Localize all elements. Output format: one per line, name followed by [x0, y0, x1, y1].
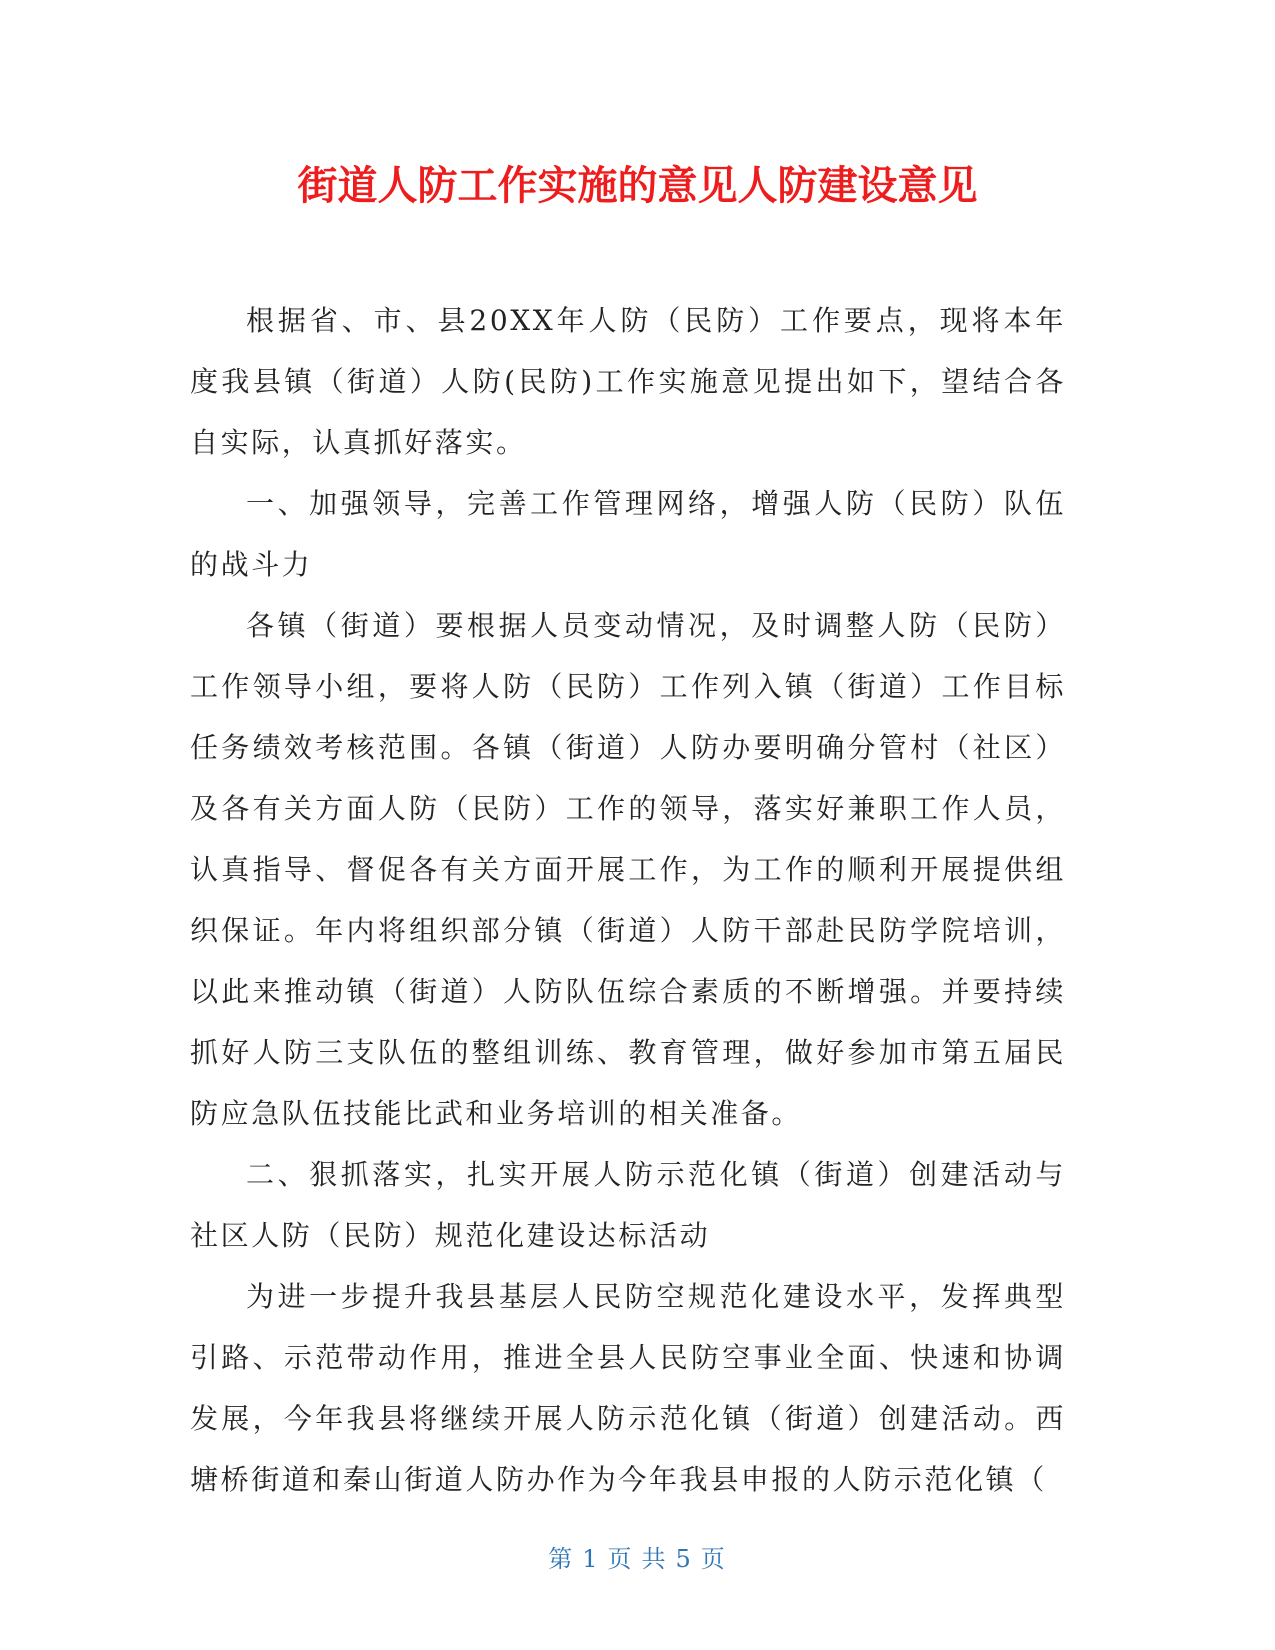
footer-label-gong: 共: [641, 1545, 668, 1573]
section-heading-1: 一、加强领导，完善工作管理网络，增强人防（民防）队伍的战斗力: [190, 487, 1066, 581]
footer-label-di: 第: [548, 1545, 575, 1573]
paragraph-section-2: 为进一步提升我县基层人民防空规范化建设水平，发挥典型引路、示范带动作用，推进全县人民防空事业全面、快速和协调发展，今年我县将继续开展人防示范化镇（街道）创建活动。西塘桥街道和秦山街道人防办作为今年我县申报的人防示范化镇（: [190, 1280, 1066, 1496]
footer-current-page: 1: [582, 1545, 600, 1573]
paragraph-intro: 根据省、市、县20XX年人防（民防）工作要点，现将本年度我县镇（街道）人防(民防)工作实施意见提出如下，望结合各自实际，认真抓好落实。: [190, 304, 1066, 459]
footer-label-ye-end: 页: [700, 1545, 727, 1573]
document-title: 街道人防工作实施的意见人防建设意见: [297, 163, 978, 209]
document-body: [190, 290, 1066, 1510]
section-heading-2: 二、狠抓落实，扎实开展人防示范化镇（街道）创建活动与社区人防（民防）规范化建设达标活动: [190, 1158, 1066, 1252]
page-footer: [0, 1542, 1275, 1576]
footer-total-pages: 5: [675, 1545, 693, 1573]
footer-label-ye: 页: [607, 1545, 634, 1573]
paragraph-section-1: 各镇（街道）要根据人员变动情况，及时调整人防（民防）工作领导小组，要将人防（民防）工作列入镇（街道）工作目标任务绩效考核范围。各镇（街道）人防办要明确分管村（社区）及各有关方面人防（民防）工作的领导，落实好兼职工作人员，认真指导、督促各有关方面开展工作，为工作的顺利开展提供组织保证。年内将组织部分镇（街道）人防干部赴民防学院培训，以此来推动镇（街道）人防队伍综合素质的不断增强。并要持续抓好人防三支队伍的整组训练、教育管理，做好参加市第五届民防应急队伍技能比武和业务培训的相关准备。: [190, 609, 1066, 1130]
